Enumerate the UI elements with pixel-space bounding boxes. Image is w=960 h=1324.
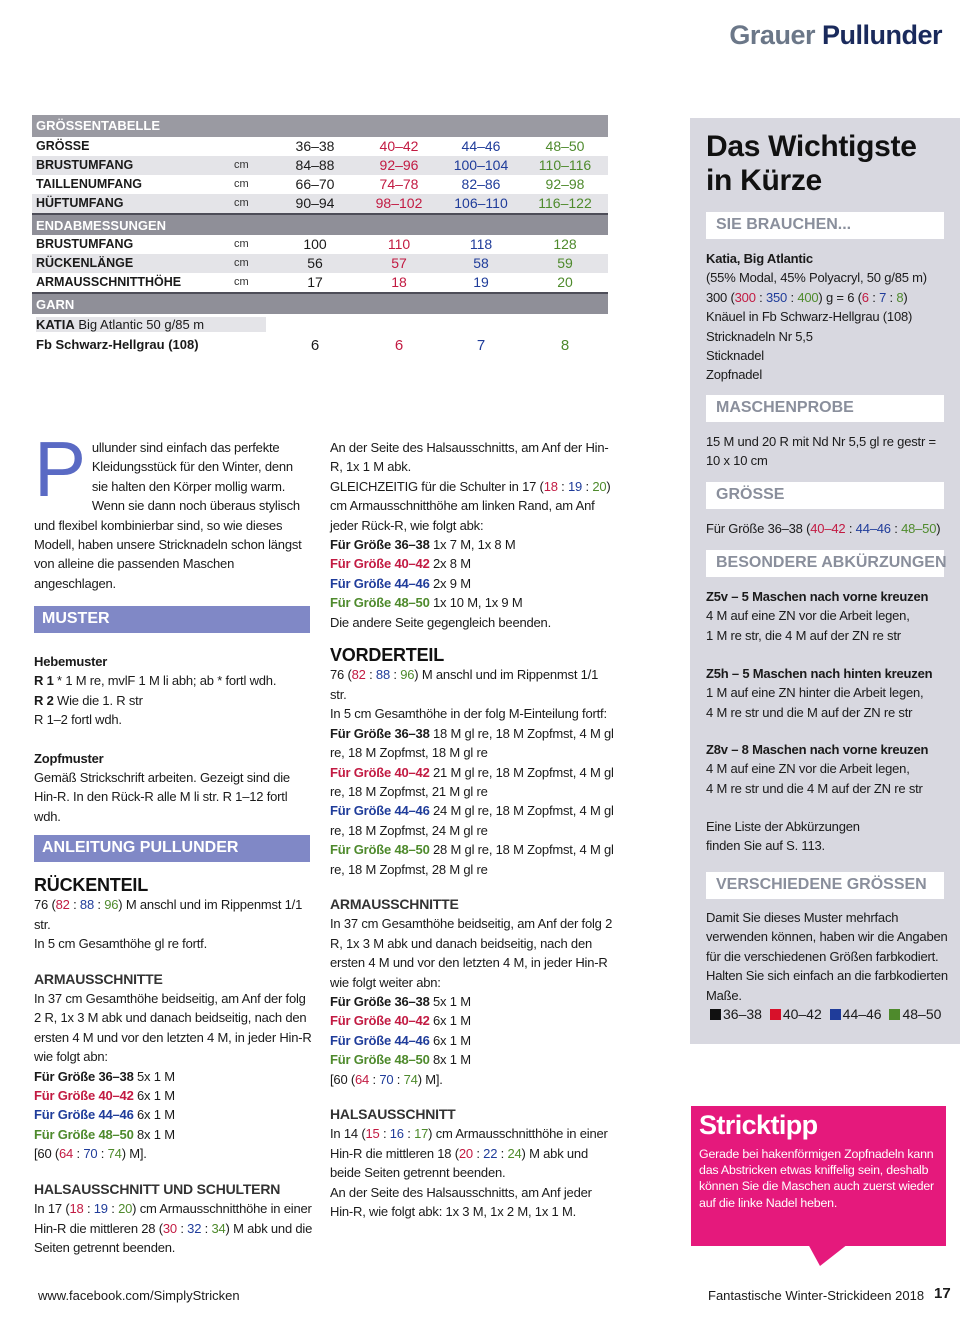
footer-link[interactable]: www.facebook.com/SimplyStricken <box>38 1288 240 1303</box>
size-line: Für Größe 40–42 6x 1 M <box>34 1088 175 1104</box>
hebemuster-r2: R 2 Wie die 1. R str <box>34 692 143 708</box>
table-heading-yarn: GARN <box>32 292 608 314</box>
section-heading-size: GRÖSSE <box>706 482 944 509</box>
legend-swatch <box>770 1009 781 1020</box>
hebemuster-repeat: R 1–2 fortl wdh. <box>34 712 122 728</box>
vorderteil-continue: In 5 cm Gesamthöhe in der folg M-Einteilung fortf: <box>330 706 607 722</box>
size-line: Für Größe 36–38 5x 1 M <box>330 993 471 1009</box>
yarn-color: Fb Schwarz-Hellgrau (108) <box>36 337 199 352</box>
abbreviation-z5h: Z5h – 5 Maschen nach hinten kreuzen 1 M auf eine ZN hinter die Arbeit legen, 4 M re str und die M auf der ZN re str <box>706 666 933 720</box>
row-value: 82–86 <box>461 176 501 192</box>
legend-label: 44–46 <box>842 1006 882 1022</box>
yarn-row <box>32 314 608 354</box>
middle-column <box>330 438 614 1221</box>
vorderteil-armhole-text: In 37 cm Gesamthöhe beidseitig, am Anf der folg 2 R, 1x 3 M abk und danach beidseitig, nach den ersten 4 M und vor den letzten 4 M, in jeder Hin-R wie folgt weiter abn: <box>330 916 613 990</box>
size-line: Für Größe 40–42 21 M gl re, 18 M Zopfmst, 4 M gl re, 18 M Zopfmst, 21 M gl re <box>330 764 614 799</box>
size-line: Für Größe 36–38 1x 7 M, 1x 8 M <box>330 537 516 553</box>
intro-text: ullunder sind einfach das perfekte Kleidungsstück für den Winter, denn sie halten den Körper mollig warm. Wenn sie dann noch überaus stylisch und flexibel kombinierbar sind, so wie dieses Modell, haben unsere Stricknadeln schon längst von alleine die passenden Maschen angeschlagen. <box>34 440 302 591</box>
yarn-count: 6 <box>394 337 404 354</box>
size-table <box>32 115 608 354</box>
row-unit: cm <box>234 159 249 171</box>
stitch-sum: [60 (64 : 70 : 74) M]. <box>34 1146 147 1162</box>
drop-cap: P <box>34 425 86 513</box>
size-line: Für Größe 36–38 5x 1 M <box>34 1068 175 1084</box>
row-value: 106–110 <box>454 195 508 211</box>
legend-swatch <box>830 1009 841 1020</box>
table-row <box>32 273 608 292</box>
row-value: 98–102 <box>375 195 423 211</box>
row-value: 92–98 <box>545 176 585 192</box>
summary-sidebar <box>690 118 960 1044</box>
row-label: TAILLENUMFANG <box>36 177 143 191</box>
row-value: 66–70 <box>295 176 335 192</box>
size-line: Für Größe 48–50 8x 1 M <box>34 1126 175 1142</box>
size-line: Für Größe 44–46 6x 1 M <box>34 1107 175 1123</box>
stricktipp-box <box>691 1106 946 1246</box>
size-line: Für Größe 40–42 2x 8 M <box>330 556 471 572</box>
legend-label: 40–42 <box>782 1006 822 1022</box>
ruecken-neck-text: In 17 (18 : 19 : 20) cm Armausschnitthöhe in einer Hin-R die mittleren 28 (30 : 32 : 34) M abk und die Seiten getrennt beenden. <box>34 1201 313 1255</box>
vorderteil-armhole-heading: ARMAUSSCHNITTE <box>330 895 459 912</box>
size-line: Für Größe 48–50 28 M gl re, 18 M Zopfmst, 4 M gl re, 18 M Zopfmst, 28 M gl re <box>330 842 614 877</box>
vorderteil-cast-on: 76 (82 : 88 : 96) M anschl und im Rippenmst 1/1 str. <box>330 667 599 702</box>
tip-title: Stricktipp <box>699 1110 818 1140</box>
dimension-rows <box>32 235 608 292</box>
material-quantity: 300 (300 : 350 : 400) g = 6 (6 : 7 : 8) <box>706 289 908 305</box>
stitch-sum: [60 (64 : 70 : 74) M]. <box>330 1071 443 1087</box>
abbreviation-z5v: Z5v – 5 Maschen nach vorne kreuzen 4 M auf eine ZN vor die Arbeit legen, 1 M re str, die 4 M auf der ZN re str <box>706 589 929 643</box>
row-label: BRUSTUMFANG <box>36 158 134 172</box>
ruecken-neck-heading: HALSAUSSCHNITT UND SCHULTERN <box>34 1180 281 1197</box>
header-title-part1: Grauer <box>729 20 815 50</box>
material-needles: Stricknadeln Nr 5,5 <box>706 328 813 344</box>
table-row <box>32 254 608 273</box>
yarn-brand: KATIA <box>36 317 75 332</box>
hebemuster-heading: Hebemuster <box>34 654 108 669</box>
ruecken-armhole-heading: ARMAUSSCHNITTE <box>34 970 163 987</box>
row-label: GRÖSSE <box>36 139 90 153</box>
sidebar-title <box>706 130 917 198</box>
yarn-count: 7 <box>476 337 486 354</box>
vorderteil-neck-heading: HALSAUSSCHNITT <box>330 1106 456 1122</box>
legend-label: 36–38 <box>723 1006 762 1022</box>
zopfmuster-heading: Zopfmuster <box>34 750 104 766</box>
yarn-name: Big Atlantic 50 g/85 m <box>74 317 205 332</box>
size-rows <box>32 137 608 213</box>
table-heading-sizes: GRÖSSENTABELLE <box>32 115 608 137</box>
row-value: 58 <box>473 255 489 271</box>
ruecken-cast-on: 76 (82 : 88 : 96) M anschl und im Rippenmst 1/1 str. <box>34 897 303 932</box>
row-value: 20 <box>557 274 573 290</box>
row-label: ARMAUSSCHNITTHÖHE <box>36 275 182 289</box>
table-row <box>32 137 608 156</box>
row-unit: cm <box>234 197 249 209</box>
abbreviation-list-note: Eine Liste der Abkürzungen finden Sie auf S. 113. <box>706 819 860 854</box>
size-line: Für Größe 44–46 2x 9 M <box>330 575 471 591</box>
table-row <box>32 156 608 175</box>
size-line: Für Größe 44–46 24 M gl re, 18 M Zopfmst, 4 M gl re, 18 M Zopfmst, 24 M gl re <box>330 803 614 838</box>
row-value: 44–46 <box>461 138 501 154</box>
sizes-text: Damit Sie dieses Muster mehrfach verwenden können, haben wir die Angaben für die verschiedenen Größen farbkodiert. Halten Sie sich einfach an die farbkodierten Maße. <box>706 910 948 1003</box>
muster-section <box>34 652 310 826</box>
shoulder-finish: Die andere Seite gegengleich beenden. <box>330 614 552 630</box>
intro-paragraph <box>34 425 310 593</box>
row-value: 116–122 <box>538 195 592 211</box>
ruecken-heading: RÜCKENTEIL <box>34 875 148 895</box>
abbreviation-z8v: Z8v – 8 Maschen nach vorne kreuzen 4 M auf eine ZN vor die Arbeit legen, 4 M re str und die 4 M auf der ZN re str <box>706 742 929 796</box>
section-heading-abbreviations: BESONDERE ABKÜRZUNGEN <box>706 550 944 577</box>
shoulder-intro: An der Seite des Halsausschnitts, am Anf der Hin-R, 1x 1 M abk. <box>330 440 609 475</box>
row-unit: cm <box>234 276 249 288</box>
row-value: 90–94 <box>295 195 335 211</box>
zopfmuster-text: Gemäß Strickschrift arbeiten. Gezeigt sind die Hin-R. In den Rück-R alle M li str. R 1–12 fortl wdh. <box>34 770 290 824</box>
section-bar-muster: MUSTER <box>34 606 310 633</box>
row-value: 19 <box>473 274 489 290</box>
row-value: 100–104 <box>453 157 509 173</box>
material-composition: (55% Modal, 45% Polyacryl, 50 g/85 m) <box>706 270 927 286</box>
table-heading-dimensions: ENDABMESSUNGEN <box>32 213 608 235</box>
page-number: 17 <box>934 1285 951 1302</box>
row-label: BRUSTUMFANG <box>36 237 134 251</box>
size-text: Für Größe 36–38 (40–42 : 44–46 : 48–50) <box>706 521 941 536</box>
row-value: 36–38 <box>295 138 335 154</box>
row-label: RÜCKENLÄNGE <box>36 256 134 270</box>
row-unit: cm <box>234 238 249 250</box>
section-bar-anleitung: ANLEITUNG PULLUNDER <box>34 835 310 862</box>
material-darning-needle: Sticknadel <box>706 348 764 364</box>
size-line: Für Größe 44–46 6x 1 M <box>330 1032 471 1048</box>
shoulder-text: GLEICHZEITIG für die Schulter in 17 (18 : 19 : 20) cm Armausschnitthöhe am linken Rand, am Anf jeder Rück-R, wie folgt abk: <box>330 478 611 533</box>
ruecken-armhole-text: In 37 cm Gesamthöhe beidseitig, am Anf der folg 2 R, 1x 3 M abk und danach beidseitig, nach den ersten 4 M und vor den letzten 4 M, in jeder Hin-R wie folgt abn: <box>34 991 312 1065</box>
legend-swatch <box>889 1009 900 1020</box>
row-value: 18 <box>391 274 407 290</box>
yarn-count: 6 <box>310 337 320 354</box>
table-row <box>32 194 608 213</box>
vorderteil-neck-text: In 14 (15 : 16 : 17) cm Armausschnitthöhe in einer Hin-R die mittleren 18 (20 : 22 : 24) M abk und beide Seiten getrennt beenden. <box>330 1126 608 1181</box>
row-label: HÜFTUMFANG <box>36 196 124 210</box>
size-line: Für Größe 48–50 8x 1 M <box>330 1052 471 1068</box>
row-value: 128 <box>553 236 577 252</box>
row-value: 48–50 <box>545 138 585 154</box>
row-value: 118 <box>469 236 493 252</box>
size-line: Für Größe 40–42 6x 1 M <box>330 1013 471 1029</box>
gauge-text: 15 M und 20 R mit Nd Nr 5,5 gl re gestr = 10 x 10 cm <box>706 434 936 469</box>
tip-text: Gerade bei hakenförmigen Zopfnadeln kann das Abstricken etwas kniffelig sein, deshalb können Sie die Maschen auch zuerst wieder auf die linke Nadel heben. <box>699 1147 934 1210</box>
ruecken-continue: In 5 cm Gesamthöhe gl re fortf. <box>34 936 207 952</box>
row-value: 110 <box>387 236 411 252</box>
size-line: Für Größe 36–38 18 M gl re, 18 M Zopfmst, 4 M gl re, 18 M Zopfmst, 18 M gl re <box>330 725 614 761</box>
vorderteil-heading: VORDERTEIL <box>330 645 445 666</box>
row-value: 84–88 <box>295 157 335 173</box>
table-row <box>32 235 608 254</box>
legend-label: 48–50 <box>902 1006 942 1022</box>
yarn-brand-line <box>36 317 266 332</box>
section-heading-gauge: MASCHENPROBE <box>706 395 944 422</box>
materials-text <box>706 249 954 385</box>
row-value: 40–42 <box>379 138 419 154</box>
footer-publication: Fantastische Winter-Strickideen 2018 <box>708 1288 925 1303</box>
sidebar-title-line2: in Kürze <box>706 164 822 197</box>
hebemuster-r1: R 1 * 1 M re, mvlF 1 M li abh; ab * fortl wdh. <box>34 673 277 689</box>
row-value: 110–116 <box>538 157 592 173</box>
material-color: Knäuel in Fb Schwarz-Hellgrau (108) <box>706 309 913 325</box>
row-value: 74–78 <box>379 176 419 192</box>
section-heading-materials: SIE BRAUCHEN... <box>706 212 944 239</box>
legend-swatch <box>710 1009 721 1020</box>
material-cable-needle: Zopfnadel <box>706 367 763 383</box>
tip-pointer <box>808 1244 848 1266</box>
row-unit: cm <box>234 257 249 269</box>
sidebar-title-line1: Das Wichtigste <box>706 130 917 163</box>
material-yarn: Katia, Big Atlantic <box>706 251 813 266</box>
row-unit: cm <box>234 178 249 190</box>
header-title-part2: Pullunder <box>821 20 942 50</box>
row-value: 57 <box>391 255 407 271</box>
page-header-title <box>729 20 942 51</box>
ruecken-section <box>34 876 314 1257</box>
row-value: 56 <box>307 255 323 271</box>
row-value: 92–96 <box>379 157 419 173</box>
color-legend <box>710 1006 941 1022</box>
yarn-count: 8 <box>560 337 570 354</box>
row-value: 59 <box>557 255 573 271</box>
row-value: 17 <box>307 274 323 290</box>
vorderteil-neck-finish: An der Seite des Halsausschnitts, am Anf jeder Hin-R, wie folgt abk: 1x 3 M, 1x 2 M, 1x 1 M. <box>330 1184 592 1220</box>
section-heading-sizes: VERSCHIEDENE GRÖSSEN <box>706 872 944 899</box>
row-value: 100 <box>303 236 327 252</box>
table-row <box>32 175 608 194</box>
size-line: Für Größe 48–50 1x 10 M, 1x 9 M <box>330 595 523 611</box>
